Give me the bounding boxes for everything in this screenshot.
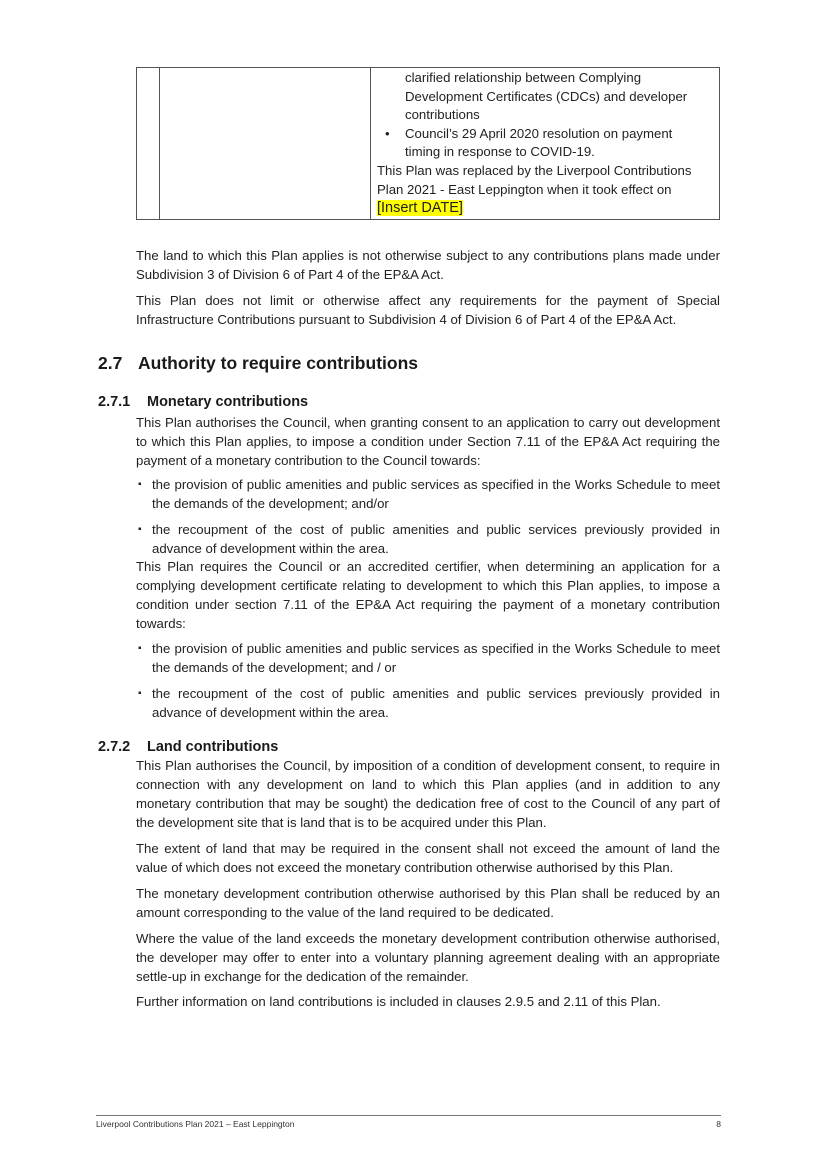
intro-paragraph-2: This Plan does not limit or otherwise affect any requirements for the payment of Special Infrastructure Contributions pursuant to Subdivision 4 of Division 6 of Part 4 of the EP&A Act. <box>136 293 720 327</box>
bullet-marker: ▪ <box>138 524 142 535</box>
highlighted-placeholder: [Insert DATE] <box>377 200 463 217</box>
subsection-number: 2.7.1 <box>98 394 131 410</box>
list-item <box>136 639 720 677</box>
table-cell-details <box>371 68 720 220</box>
subsection-heading <box>98 739 278 755</box>
land-paragraph-4: Where the value of the land exceeds the monetary development contribution otherwise authorised, the developer may offer to enter into a voluntary planning agreement dealing with an appropriate settle-up in exchange for the dedication of the remainder. <box>136 931 720 984</box>
land-paragraph-5: Further information on land contributions is included in clauses 2.9.5 and 2.11 of this Plan. <box>136 994 661 1009</box>
history-table <box>136 67 720 220</box>
list-item-text: the recoupment of the cost of public amenities and public services previously provided in advance of development within the area. <box>152 522 720 556</box>
table-row <box>137 68 720 220</box>
table-text-line: Plan 2021 - East Leppington when it took effect on <box>377 181 672 197</box>
table-cell-empty <box>137 68 160 220</box>
list-item <box>136 520 720 558</box>
table-text-line: Council’s 29 April 2020 resolution on payment <box>405 125 673 141</box>
land-paragraph-3: The monetary development contribution otherwise authorised by this Plan shall be reduced by an amount corresponding to the value of the land required to be dedicated. <box>136 886 720 920</box>
section-number: 2.7 <box>98 353 123 373</box>
table-cell-empty <box>160 68 371 220</box>
subsection-title: Land contributions <box>147 739 279 755</box>
table-text-line: timing in response to COVID-19. <box>405 144 595 160</box>
bullet-marker: • <box>385 125 390 141</box>
list-item <box>136 475 720 513</box>
subsection-heading <box>98 394 308 410</box>
subsection-title: Monetary contributions <box>147 394 309 410</box>
table-bullet-item <box>377 125 713 162</box>
table-text-line: Development Certificates (CDCs) and developer <box>405 88 688 104</box>
subsection-number: 2.7.2 <box>98 739 131 755</box>
land-paragraph-1: This Plan authorises the Council, by imposition of a condition of development consent, to require in connection with any development on land to which this Plan applies (and in addition to any monetary contribution that may be sought) the dedication free of cost to the Council of any part of the development site that is land that is to be acquired under this Plan. <box>136 758 720 830</box>
list-item-text: the provision of public amenities and public services as specified in the Works Schedule to meet the demands of the development; and / or <box>152 641 720 675</box>
section-heading <box>98 353 418 374</box>
bullet-marker: ▪ <box>138 479 142 490</box>
monetary-paragraph-1: This Plan authorises the Council, when granting consent to an application to carry out development to which this Plan applies, to impose a condition under Section 7.11 of the EP&A Act requiring the payment of a monetary contribution to the Council towards: <box>136 415 720 468</box>
monetary-paragraph-2: This Plan requires the Council or an accredited certifier, when determining an application for a complying development certificate relating to development to which this Plan applies, to impose a condition under section 7.11 of the EP&A Act requiring the payment of a monetary contribution towards: <box>136 559 720 631</box>
list-item-text: the provision of public amenities and public services as specified in the Works Schedule to meet the demands of the development; and/or <box>152 477 720 511</box>
footer-divider <box>96 1115 721 1116</box>
footer-title: Liverpool Contributions Plan 2021 – East Leppington <box>96 1119 295 1129</box>
table-text-line: clarified relationship between Complying <box>405 70 642 85</box>
section-title: Authority to require contributions <box>138 353 418 373</box>
list-item-text: the recoupment of the cost of public amenities and public services previously provided in advance of development within the area. <box>152 686 720 720</box>
list-item <box>136 684 720 722</box>
intro-paragraph-1: The land to which this Plan applies is not otherwise subject to any contributions plans made under Subdivision 3 of Division 6 of Part 4 of the EP&A Act. <box>136 248 720 282</box>
page-number: 8 <box>716 1119 721 1129</box>
table-text-line: This Plan was replaced by the Liverpool Contributions <box>377 162 692 178</box>
bullet-marker: ▪ <box>138 688 142 699</box>
land-paragraph-2: The extent of land that may be required in the consent shall not exceed the amount of land the value of which does not exceed the monetary contribution otherwise authorised by this Plan. <box>136 841 720 875</box>
table-text-line: contributions <box>405 107 480 123</box>
bullet-marker: ▪ <box>138 643 142 654</box>
